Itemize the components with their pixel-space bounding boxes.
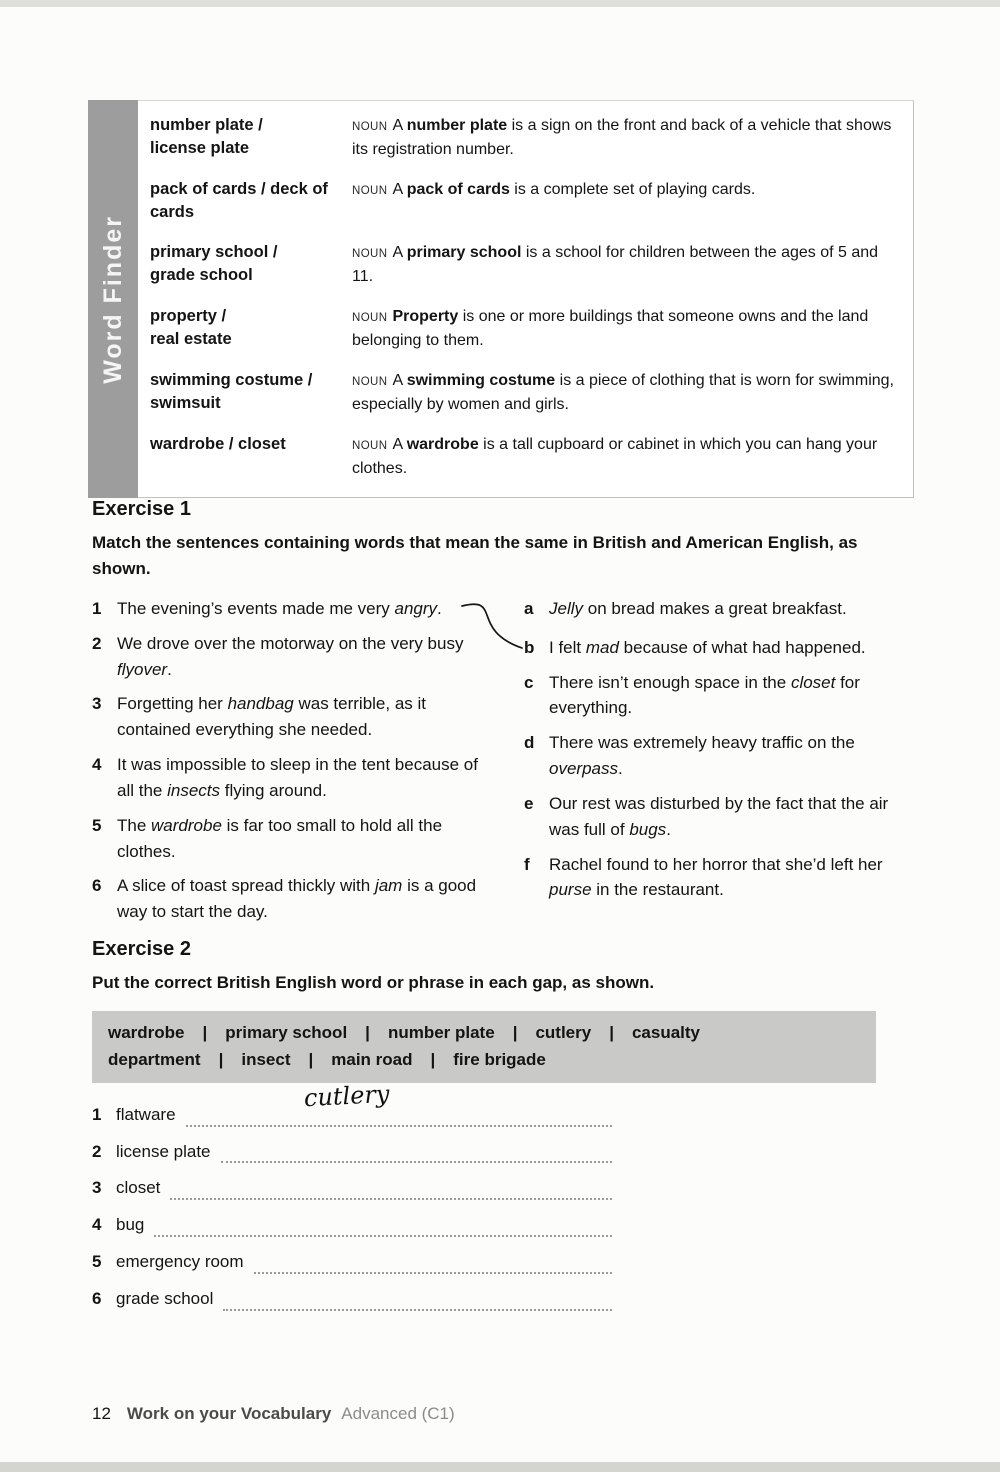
- word-bank-word: wardrobe: [108, 1022, 185, 1042]
- gap-item-4: [92, 1213, 612, 1237]
- item-text-post: because of what had happened.: [618, 637, 866, 657]
- item-text: [117, 596, 442, 622]
- word-finder-term: [138, 114, 352, 162]
- exercise-2-instruction: Put the correct British English word or phrase in each gap, as shown.: [92, 973, 655, 992]
- item-prompt: flatware: [116, 1104, 176, 1124]
- item-text: [117, 631, 484, 683]
- gap-fill-list: [92, 1079, 916, 1311]
- word-finder-definition: [352, 241, 913, 289]
- exercise-2-title: Exercise 2: [92, 938, 191, 960]
- item-letter: b: [524, 637, 535, 657]
- word-finder-definition: [352, 305, 913, 353]
- match-item-4: [92, 752, 484, 804]
- item-number: 6: [92, 1288, 102, 1308]
- item-text-italic: handbag: [227, 694, 294, 714]
- definition-rest: is a sign on the front and back of a vehicle that shows its registration number.: [352, 117, 892, 158]
- definition-rest: is a piece of clothing that is worn for swimming, especially by women and girls.: [352, 371, 894, 413]
- item-text-post: is a good way to start the day.: [117, 876, 477, 922]
- word-finder-definition: [352, 178, 913, 225]
- match-item-2: [92, 631, 484, 683]
- word-finder-term: [138, 369, 352, 417]
- term-line-1: number plate /: [150, 116, 263, 134]
- definition-pre: A: [392, 181, 407, 198]
- definition-pre: A: [392, 117, 407, 134]
- item-prompt: closet: [116, 1178, 161, 1198]
- item-text-pre: There was extremely heavy traffic on the: [549, 733, 855, 753]
- match-item-d: [524, 730, 916, 782]
- item-number: 3: [92, 694, 102, 714]
- answer-blank: [170, 1180, 612, 1200]
- item-prompt: bug: [116, 1215, 145, 1235]
- part-of-speech-label: NOUN: [352, 121, 388, 133]
- definition-pre: A: [392, 435, 407, 453]
- term-line-2: grade school: [150, 266, 253, 285]
- word-finder-definition: [352, 369, 913, 417]
- word-finder-definition: [352, 114, 913, 162]
- match-item-f: [524, 852, 916, 904]
- part-of-speech-label: NOUN: [352, 439, 388, 452]
- word-bank-separator: |: [202, 1022, 208, 1042]
- definition-rest: is one or more buildings that someone owns and the land belonging to them.: [352, 307, 869, 349]
- exercise-1-section: [92, 498, 916, 934]
- item-text-italic: wardrobe: [151, 815, 222, 835]
- term-line-2: real estate: [150, 330, 232, 349]
- match-column-left: [92, 596, 484, 934]
- item-text: [549, 852, 916, 904]
- definition-headword: swimming costume: [406, 371, 556, 389]
- item-text-italic: flyover: [117, 659, 168, 679]
- term-line-2: cards: [150, 203, 195, 222]
- definition-rest: is a complete set of playing cards.: [509, 181, 756, 198]
- item-number: 6: [92, 876, 102, 896]
- matching-columns: [92, 596, 916, 934]
- gap-item-3: [92, 1176, 612, 1200]
- item-text-post: was terrible, as it contained everything she needed.: [117, 694, 427, 740]
- item-text: [117, 813, 484, 865]
- exercise-1-title: Exercise 1: [92, 498, 191, 520]
- item-number: 4: [92, 755, 102, 775]
- word-finder-term: [138, 433, 352, 481]
- item-text-post: flying around.: [220, 780, 327, 800]
- item-text-post: .: [617, 759, 623, 779]
- definition-pre: A: [392, 371, 407, 389]
- term-line-1: property /: [150, 306, 227, 325]
- item-text: [549, 670, 916, 722]
- page-number: 12: [92, 1404, 111, 1423]
- word-bank-separator: |: [430, 1049, 436, 1069]
- word-finder-row: [138, 106, 913, 170]
- item-text-post: for everything.: [549, 672, 860, 718]
- word-bank-separator: |: [609, 1022, 614, 1042]
- item-letter: d: [524, 733, 535, 753]
- item-number: 4: [92, 1215, 102, 1235]
- item-number: 1: [92, 1104, 102, 1124]
- item-text-italic: bugs: [629, 819, 667, 839]
- definition-headword: wardrobe: [406, 435, 479, 453]
- word-bank: [92, 1011, 876, 1083]
- term-line-1: swimming costume /: [150, 370, 313, 389]
- term-line-1: pack of cards / deck of: [150, 180, 328, 198]
- match-item-1: [92, 596, 484, 622]
- item-text-post: on bread makes a great breakfast.: [583, 599, 847, 618]
- book-level: Advanced (C1): [341, 1404, 455, 1423]
- word-bank-separator: |: [308, 1049, 314, 1069]
- word-finder-table: [138, 100, 914, 498]
- part-of-speech-label: NOUN: [352, 247, 388, 260]
- definition-headword: pack of cards: [406, 181, 510, 198]
- item-number: 2: [92, 633, 102, 653]
- scan-edge-top: [0, 0, 1000, 7]
- word-bank-separator: |: [218, 1049, 224, 1069]
- handwritten-answer: cutlery: [302, 1079, 390, 1112]
- match-column-right: [524, 596, 916, 934]
- item-text: [549, 730, 916, 782]
- book-title: Work on your Vocabulary: [126, 1404, 332, 1423]
- item-text-pre: We drove over the motorway on the very busy: [117, 633, 464, 653]
- item-prompt: emergency room: [116, 1252, 244, 1272]
- item-text-pre: It was impossible to sleep in the tent because of all the: [117, 755, 478, 800]
- match-item-5: [92, 813, 484, 865]
- match-item-c: [524, 670, 916, 722]
- word-finder-term: [138, 305, 352, 353]
- word-finder-row: [138, 425, 913, 489]
- item-text-italic: Jelly: [549, 599, 584, 618]
- answer-blank: [223, 1291, 612, 1311]
- answer-blank: [186, 1079, 612, 1127]
- answer-blank: [221, 1143, 612, 1163]
- item-text-italic: jam: [374, 876, 403, 896]
- word-finder-term: [138, 178, 352, 225]
- word-finder-row: [138, 297, 913, 361]
- word-bank-word: number plate: [387, 1022, 495, 1042]
- item-text-pre: Our rest was disturbed by the fact that the air was full of: [549, 793, 889, 839]
- word-finder-banner: [88, 100, 138, 498]
- item-text-post: .: [437, 599, 442, 618]
- item-text: [549, 635, 866, 661]
- term-line-2: swimsuit: [150, 394, 221, 413]
- match-item-a: [524, 596, 916, 622]
- item-text-italic: insects: [167, 780, 221, 800]
- definition-rest: is a school for children between the ages of 5 and 11.: [352, 243, 879, 285]
- item-letter: c: [524, 672, 534, 692]
- word-bank-word: cutlery: [535, 1022, 592, 1042]
- word-bank-word: insect: [241, 1049, 291, 1069]
- scan-edge-bottom: [0, 1462, 1000, 1472]
- item-text-italic: overpass: [549, 759, 618, 779]
- exercise-2-section: [92, 938, 916, 1324]
- gap-item-1: [92, 1079, 612, 1127]
- item-number: 5: [92, 815, 102, 835]
- word-finder-banner-label: Word Finder: [98, 214, 127, 384]
- item-text-post: is far too small to hold all the clothes.: [117, 815, 443, 861]
- word-finder-term: [138, 241, 352, 289]
- exercise-1-instruction: Match the sentences containing words that mean the same in British and American English, as shown.: [92, 533, 858, 578]
- item-text-pre: A slice of toast spread thickly with: [117, 876, 375, 896]
- item-text-pre: I felt: [549, 637, 586, 657]
- word-bank-word: casualty department: [108, 1022, 701, 1069]
- word-finder-row: [138, 233, 913, 297]
- item-text-pre: The: [117, 815, 152, 835]
- match-item-3: [92, 691, 484, 743]
- part-of-speech-label: NOUN: [352, 311, 388, 324]
- word-bank-word: primary school: [225, 1022, 348, 1042]
- word-bank-separator: |: [512, 1022, 518, 1042]
- definition-headword: Property: [392, 307, 459, 325]
- word-finder-definition: [352, 433, 913, 481]
- answer-blank: [254, 1254, 612, 1274]
- word-finder-box: [88, 100, 914, 498]
- word-bank-word: main road: [331, 1049, 413, 1069]
- item-prompt: license plate: [116, 1141, 211, 1161]
- term-line-2: license plate: [150, 139, 250, 158]
- item-text-italic: purse: [549, 880, 592, 900]
- item-letter: f: [524, 854, 530, 874]
- item-text-pre: Rachel found to her horror that she’d left her: [549, 854, 883, 874]
- gap-item-5: [92, 1250, 612, 1274]
- item-number: 2: [92, 1141, 102, 1161]
- definition-headword: primary school: [406, 243, 522, 261]
- item-prompt: grade school: [116, 1288, 214, 1308]
- part-of-speech-label: NOUN: [352, 185, 388, 197]
- word-bank-word: fire brigade: [453, 1049, 546, 1069]
- word-finder-row: [138, 170, 913, 233]
- item-text-italic: angry: [394, 599, 438, 618]
- item-text-italic: closet: [790, 672, 836, 692]
- definition-headword: number plate: [406, 117, 508, 134]
- item-text-post: .: [167, 659, 172, 679]
- match-item-e: [524, 791, 916, 843]
- term-line-1: wardrobe / closet: [150, 434, 286, 453]
- definition-rest: is a tall cupboard or cabinet in which you can hang your clothes.: [352, 435, 878, 477]
- item-number: 3: [92, 1178, 102, 1198]
- item-text: [549, 791, 916, 843]
- gap-item-6: [92, 1287, 612, 1311]
- term-line-1: primary school /: [150, 242, 278, 261]
- match-item-6: [92, 873, 484, 925]
- gap-item-2: [92, 1140, 612, 1164]
- item-text-pre: Forgetting her: [117, 694, 228, 714]
- item-number: 1: [92, 599, 102, 618]
- item-text-pre: The evening’s events made me very: [117, 599, 395, 618]
- item-text-post: .: [666, 819, 671, 839]
- item-text-pre: There isn’t enough space in the: [549, 672, 791, 692]
- item-text-italic: mad: [585, 637, 619, 657]
- item-text: [117, 691, 484, 743]
- word-bank-separator: |: [365, 1022, 370, 1042]
- definition-pre: A: [392, 243, 407, 261]
- item-text-post: in the restaurant.: [591, 880, 724, 900]
- item-text: [549, 596, 847, 622]
- item-letter: a: [524, 599, 534, 618]
- item-text: [117, 873, 484, 925]
- word-finder-row: [138, 361, 913, 425]
- page-footer: [92, 1404, 455, 1424]
- item-text: [117, 752, 484, 804]
- match-item-b: [524, 635, 916, 661]
- item-letter: e: [524, 793, 534, 813]
- answer-blank: [154, 1217, 612, 1237]
- part-of-speech-label: NOUN: [352, 375, 388, 388]
- item-number: 5: [92, 1252, 102, 1272]
